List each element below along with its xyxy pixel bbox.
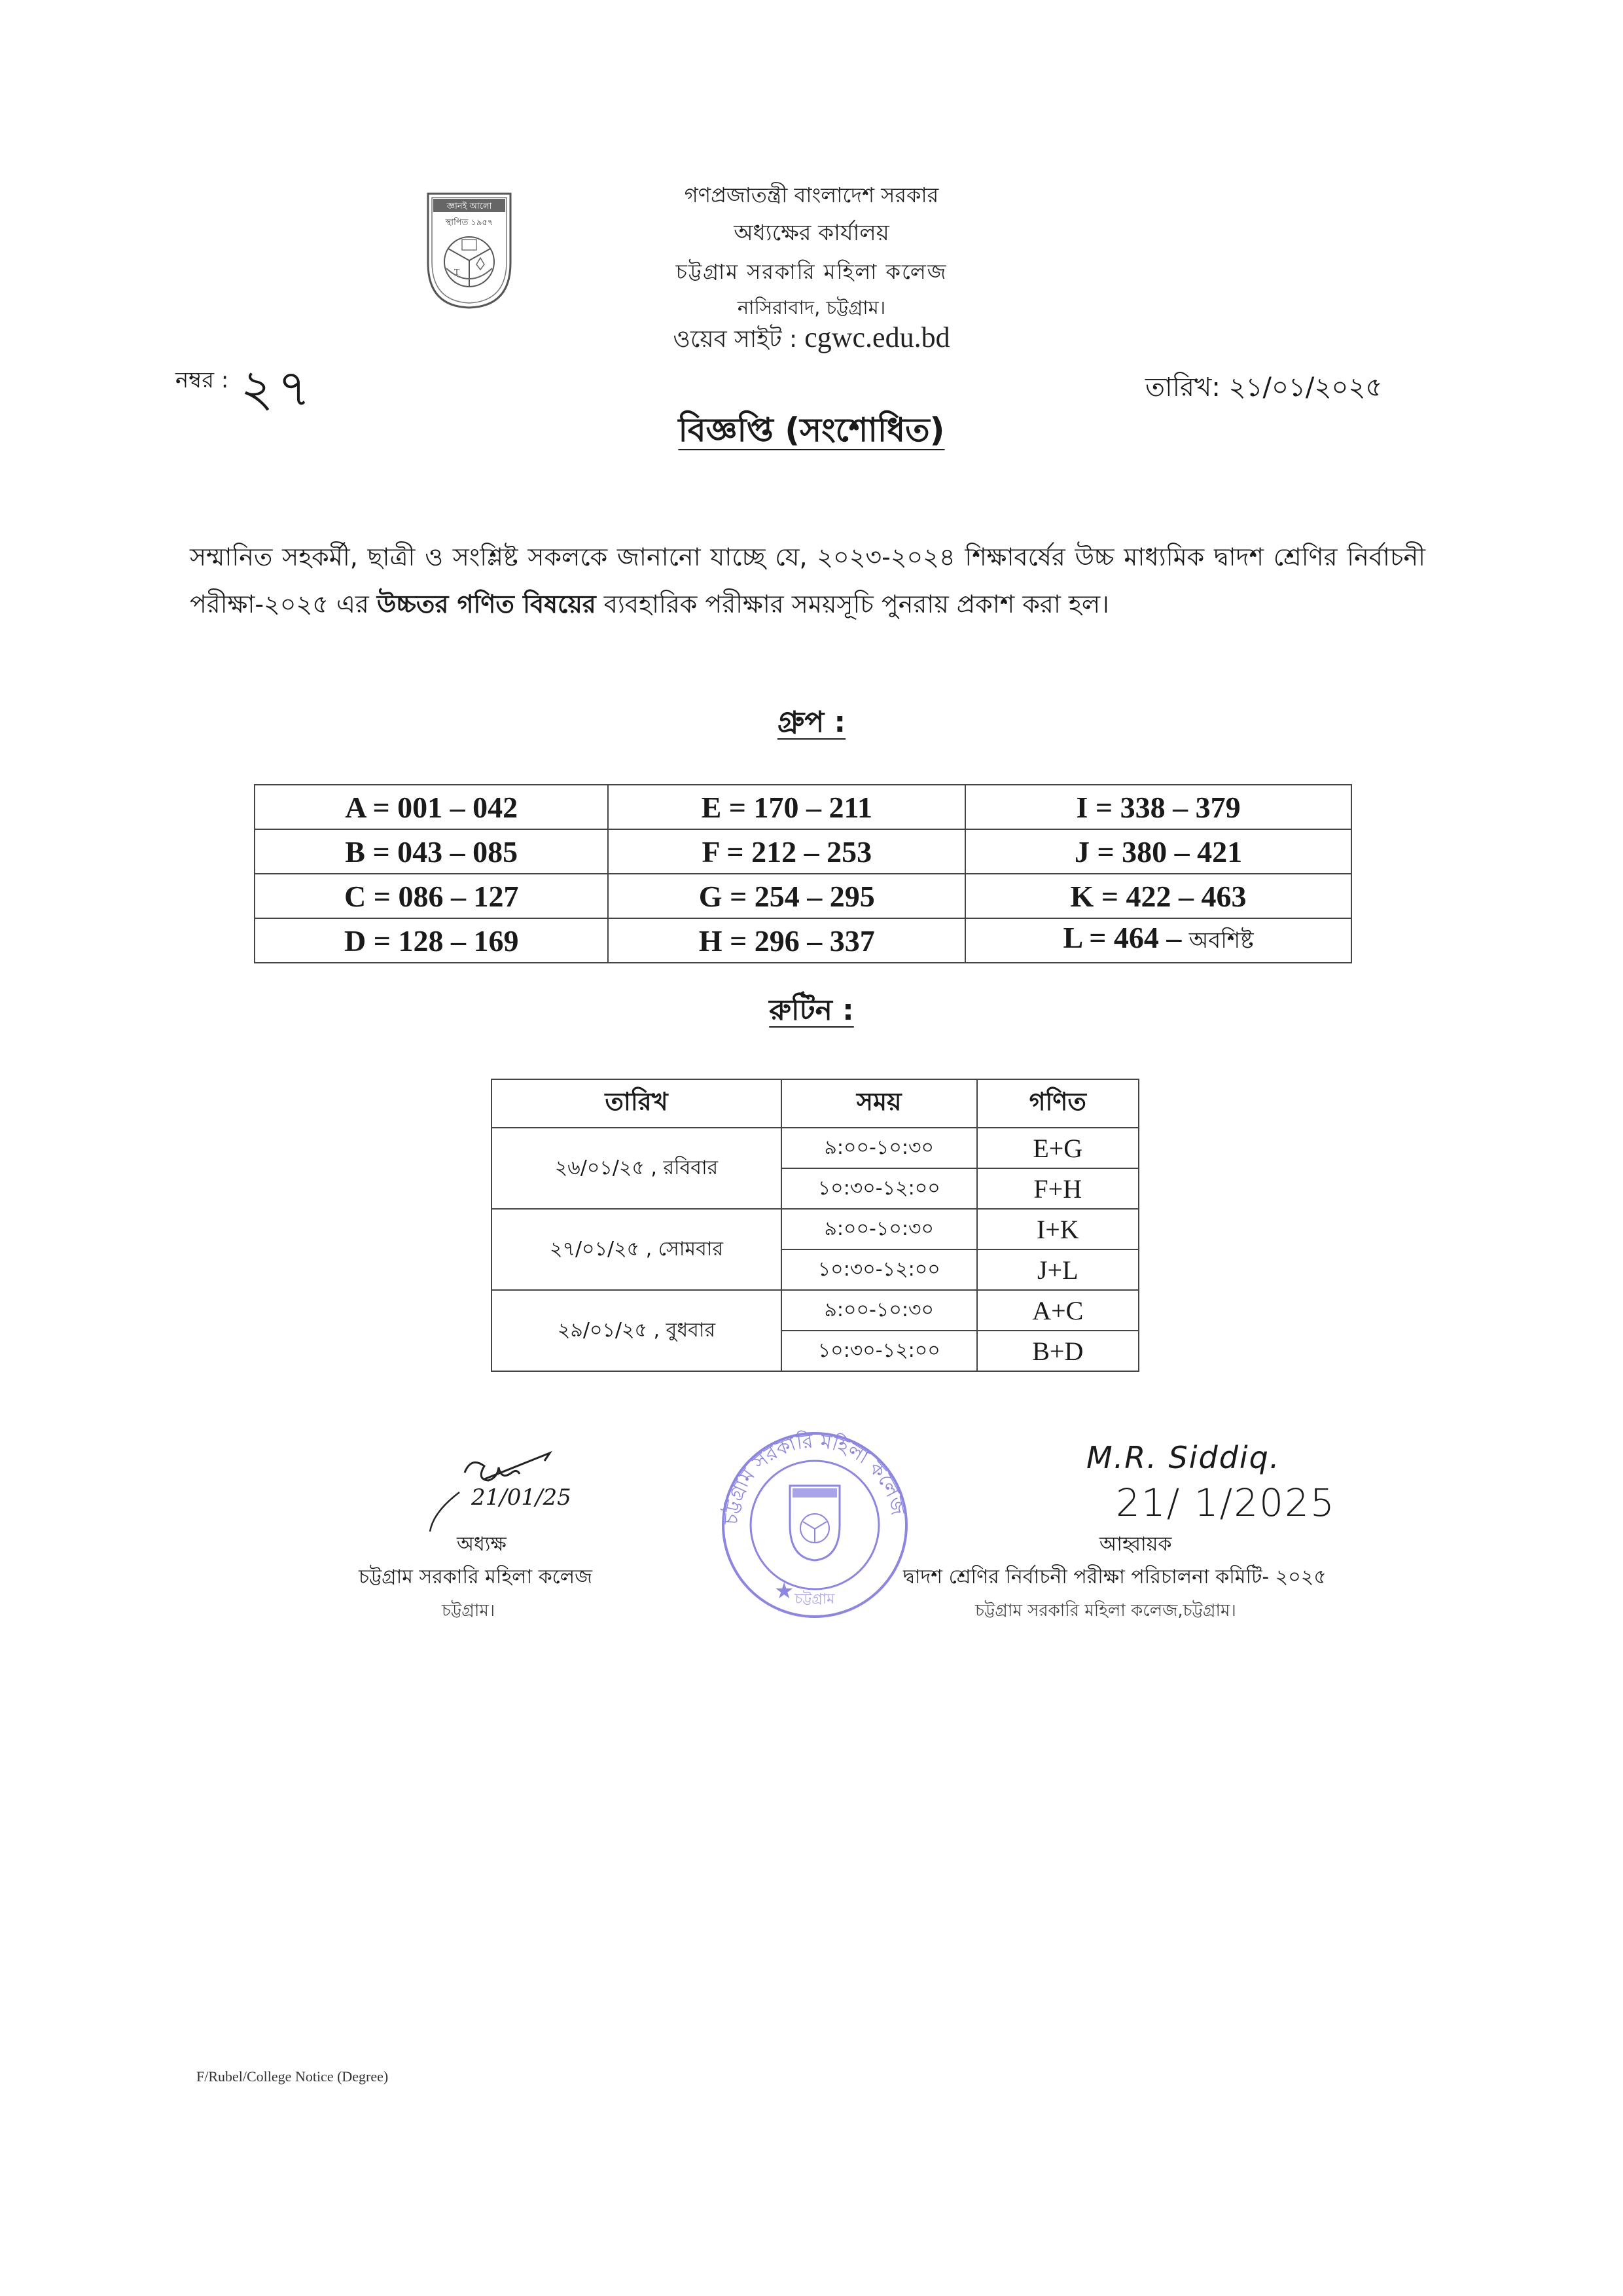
routine-date: ২৬/০১/২৫ , রবিবার <box>491 1128 781 1209</box>
group-row <box>255 829 1351 874</box>
principal-city: চট্টগ্রাম। <box>442 1601 495 1621</box>
group-range: = 464 – <box>1089 921 1182 954</box>
group-range: = 086 – 127 <box>373 879 519 913</box>
notice-title: বিজ্ঞপ্তি (সংশোধিত) <box>678 411 945 449</box>
routine-groups: I+K <box>977 1209 1139 1249</box>
group-letter: A <box>345 790 365 824</box>
notice-body <box>190 533 1425 628</box>
body-part-2: ব্যবহারিক পরীক্ষার সময়সূচি পুনরায় প্রকাশ করা হল। <box>596 590 1109 619</box>
group-row <box>255 918 1351 963</box>
group-cell <box>255 874 608 918</box>
seal-bottom-text: চট্টগ্রাম <box>794 1591 835 1607</box>
routine-time: ১০:৩০-১২:০০ <box>781 1331 977 1371</box>
group-row <box>255 785 1351 829</box>
routine-row <box>491 1290 1139 1331</box>
group-letter: C <box>344 879 366 913</box>
group-cell <box>608 785 965 829</box>
group-table <box>254 784 1352 963</box>
group-range: = 128 – 169 <box>373 924 519 958</box>
group-cell <box>608 829 965 874</box>
group-cell <box>255 829 608 874</box>
group-letter: K <box>1070 879 1094 913</box>
routine-time: ১০:৩০-১২:০০ <box>781 1249 977 1290</box>
header-date: তারিখ <box>491 1079 781 1128</box>
header-time: সময় <box>781 1079 977 1128</box>
body-part-1: সম্মানিত সহকর্মী, ছাত্রী ও সংশ্লিষ্ট সকলকে জানানো যাচ্ছে যে, ২০২৩-২০২৪ শিক্ষাবর্ষের উচ্চ মাধ্যমিক দ্বাদশ শ্রেণির নির্বাচনী পরীক্ষা-২০২৫ এর <box>190 543 1425 619</box>
group-range-remaining: অবশিষ্ট <box>1188 927 1254 954</box>
convener-signature-name: M.R. Siddiq. <box>1086 1440 1281 1475</box>
principal-title: অধ্যক্ষ <box>457 1533 507 1556</box>
header-math: গণিত <box>977 1079 1139 1128</box>
header-website <box>615 321 1008 361</box>
group-letter: E <box>701 790 722 824</box>
group-cell <box>255 918 608 963</box>
routine-groups: F+H <box>977 1168 1139 1209</box>
convener-signature-date: 21/ 1/2025 <box>1116 1480 1336 1525</box>
group-range: = 296 – 337 <box>730 924 875 958</box>
group-letter: B <box>345 834 365 869</box>
svg-text:চট্টগ্রাম সরকারি মহিলা কলেজ <box>720 1429 910 1526</box>
group-cell <box>965 918 1351 963</box>
memo-number <box>175 359 315 434</box>
group-range: = 422 – 463 <box>1101 879 1247 913</box>
group-cell <box>965 874 1351 918</box>
svg-text:★: ★ <box>774 1579 794 1604</box>
group-letter: F <box>702 834 719 869</box>
svg-text:T: T <box>454 268 460 278</box>
routine-time: ১০:৩০-১২:০০ <box>781 1168 977 1209</box>
college-seal <box>717 1427 913 1623</box>
group-letter: H <box>698 924 722 958</box>
routine-header-row <box>491 1079 1139 1128</box>
group-range: = 380 – 421 <box>1097 834 1243 869</box>
group-section-title: গ্রুপ : <box>777 706 846 739</box>
header-government: গণপ্রজাতন্ত্রী বাংলাদেশ সরকার <box>684 183 939 207</box>
group-range: = 254 – 295 <box>730 879 875 913</box>
group-cell <box>965 829 1351 874</box>
footer-reference: F/Rubel/College Notice (Degree) <box>196 2068 389 2085</box>
routine-time: ৯:০০-১০:৩০ <box>781 1290 977 1331</box>
routine-row <box>491 1128 1139 1168</box>
website-link[interactable]: cgwc.edu.bd <box>804 321 950 353</box>
svg-text:স্থাপিত ১৯৫৭: স্থাপিত ১৯৫৭ <box>445 218 493 228</box>
date-label: তারিখ: <box>1145 372 1221 403</box>
svg-text:জ্ঞানই আলো: জ্ঞানই আলো <box>446 202 492 211</box>
group-range: = 043 – 085 <box>372 834 518 869</box>
header-address: নাসিরাবাদ, চট্টগ্রাম। <box>737 296 886 319</box>
group-range: = 338 – 379 <box>1095 790 1241 824</box>
routine-groups: E+G <box>977 1128 1139 1168</box>
group-letter: J <box>1074 834 1090 869</box>
routine-row <box>491 1209 1139 1249</box>
convener-college: চট্টগ্রাম সরকারি মহিলা কলেজ,চট্টগ্রাম। <box>975 1601 1236 1621</box>
header-college-name: চট্টগ্রাম সরকারি মহিলা কলেজ <box>675 259 948 284</box>
body-subject-bold: উচ্চতর গণিত বিষয়ের <box>376 590 596 619</box>
college-logo <box>425 191 513 310</box>
date-value: ২১/০১/২০২৫ <box>1228 372 1383 403</box>
principal-signature-date: 21/01/25 <box>471 1484 571 1511</box>
memo-value: ২৭ <box>240 359 315 418</box>
routine-time: ৯:০০-১০:৩০ <box>781 1128 977 1168</box>
group-cell <box>965 785 1351 829</box>
group-letter: L <box>1063 921 1082 954</box>
routine-groups: B+D <box>977 1331 1139 1371</box>
header-office: অধ্যক্ষের কার্যালয় <box>734 220 889 246</box>
routine-section-title: রুটিন : <box>769 994 854 1027</box>
memo-label: নম্বর : <box>175 367 229 393</box>
group-cell <box>608 874 965 918</box>
routine-groups: A+C <box>977 1290 1139 1331</box>
group-range: = 170 – 211 <box>728 790 872 824</box>
group-range: = 212 – 253 <box>726 834 872 869</box>
principal-organization: চট্টগ্রাম সরকারি মহিলা কলেজ <box>359 1566 592 1588</box>
routine-groups: J+L <box>977 1249 1139 1290</box>
convener-title: আহ্বায়ক <box>1099 1533 1172 1556</box>
group-cell <box>255 785 608 829</box>
group-row <box>255 874 1351 918</box>
routine-date: ২৯/০১/২৫ , বুধবার <box>491 1290 781 1371</box>
convener-committee: দ্বাদশ শ্রেণির নির্বাচনী পরীক্ষা পরিচালনা কমিটি- ২০২৫ <box>903 1566 1327 1588</box>
routine-time: ৯:০০-১০:৩০ <box>781 1209 977 1249</box>
notice-date <box>1145 367 1382 410</box>
website-label: ওয়েব সাইট : <box>673 326 798 353</box>
routine-date: ২৭/০১/২৫ , সোমবার <box>491 1209 781 1290</box>
routine-table <box>491 1079 1139 1372</box>
group-letter: D <box>344 924 366 958</box>
group-letter: I <box>1076 790 1088 824</box>
seal-text: চট্টগ্রাম সরকারি মহিলা কলেজ <box>719 1429 910 1526</box>
group-cell <box>608 918 965 963</box>
group-range: = 001 – 042 <box>372 790 518 824</box>
group-letter: G <box>698 879 722 913</box>
